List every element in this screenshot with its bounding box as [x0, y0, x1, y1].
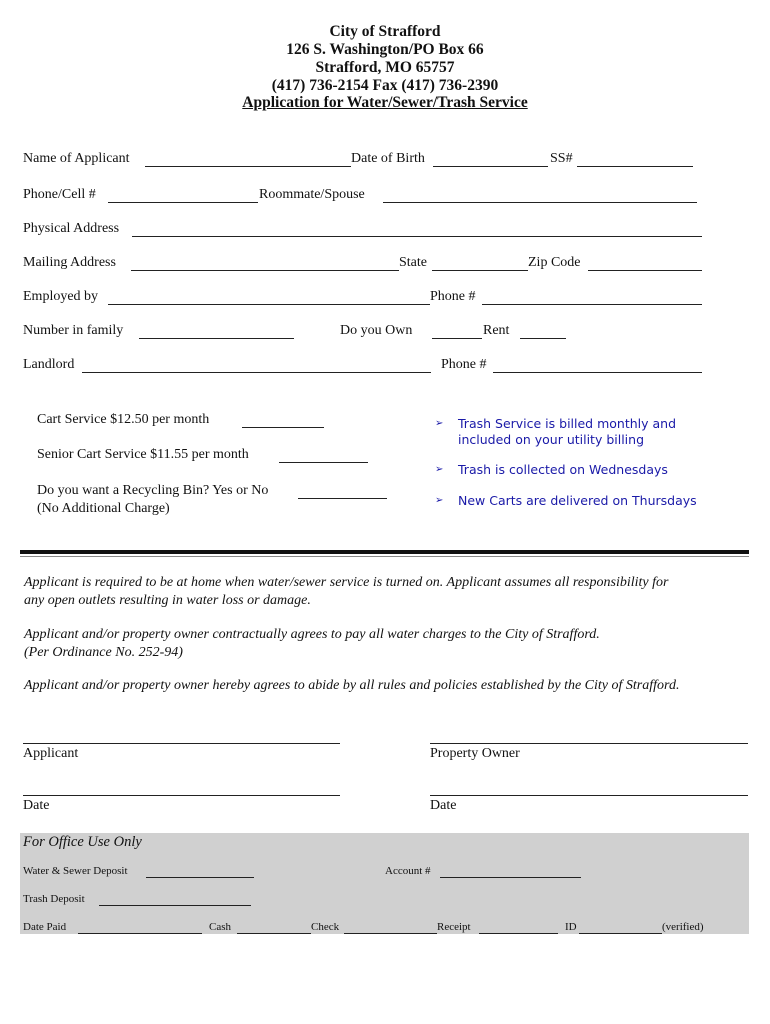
- label-landlord-phone: Phone #: [441, 357, 487, 372]
- statement-line: Applicant and/or property owner contractually agrees to pay all water charges to the City of Strafford.: [24, 627, 600, 642]
- label-roommate-spouse: Roommate/Spouse: [259, 187, 365, 202]
- field-own[interactable]: [432, 338, 482, 339]
- statement-rules-policies: Applicant and/or property owner hereby agrees to abide by all rules and policies established by the City of Strafford.: [24, 678, 680, 693]
- label-date-paid: Date Paid: [23, 921, 67, 933]
- field-recycling-bin[interactable]: [298, 498, 387, 499]
- label-cash: Cash: [209, 921, 231, 933]
- label-property-owner: Property Owner: [430, 746, 520, 761]
- label-physical-address: Physical Address: [23, 221, 120, 236]
- label-number-in-family: Number in family: [23, 323, 124, 338]
- label-owner-date: Date: [430, 798, 457, 813]
- arrow-bullet-icon: ➢: [435, 464, 444, 475]
- label-trash-deposit: Trash Deposit: [23, 893, 85, 905]
- field-employed-by[interactable]: [108, 304, 430, 305]
- field-cart-service[interactable]: [242, 427, 324, 428]
- field-number-in-family[interactable]: [139, 338, 294, 339]
- field-ss[interactable]: [577, 166, 693, 167]
- label-verified: (verified): [662, 921, 704, 933]
- label-account: Account #: [385, 865, 431, 877]
- field-senior-cart-service[interactable]: [279, 462, 368, 463]
- label-ss: SS#: [550, 151, 573, 166]
- field-trash-deposit[interactable]: [99, 905, 251, 906]
- office-use-title: For Office Use Only: [23, 834, 142, 850]
- applicant-date-line[interactable]: [23, 795, 340, 796]
- label-mailing-address: Mailing Address: [23, 255, 116, 270]
- note-trash-collection: Trash is collected on Wednesdays: [458, 462, 668, 477]
- city-name: City of Strafford: [329, 23, 441, 40]
- field-name-applicant[interactable]: [145, 166, 351, 167]
- field-account[interactable]: [440, 877, 581, 878]
- field-state[interactable]: [432, 270, 528, 271]
- label-rent: Rent: [483, 323, 510, 338]
- arrow-bullet-icon: ➢: [435, 495, 444, 506]
- label-name-applicant: Name of Applicant: [23, 151, 130, 166]
- field-employer-phone[interactable]: [482, 304, 702, 305]
- statement-line: Applicant is required to be at home when water/sewer service is turned on. Applicant assumes all responsibility for: [24, 575, 669, 590]
- label-senior-cart-service: Senior Cart Service $11.55 per month: [37, 447, 249, 462]
- field-physical-address[interactable]: [132, 236, 702, 237]
- field-water-sewer-deposit[interactable]: [146, 877, 254, 878]
- note-trash-billing-1: Trash Service is billed monthly and: [458, 416, 677, 431]
- label-zip-code: Zip Code: [528, 255, 581, 270]
- label-water-sewer-deposit: Water & Sewer Deposit: [23, 865, 128, 877]
- field-receipt[interactable]: [479, 933, 558, 934]
- label-landlord: Landlord: [23, 357, 75, 372]
- note-trash-billing-2: included on your utility billing: [458, 432, 645, 447]
- label-receipt: Receipt: [437, 921, 471, 933]
- city-state-zip: Strafford, MO 65757: [315, 59, 455, 76]
- field-mailing-address[interactable]: [131, 270, 399, 271]
- applicant-signature-line[interactable]: [23, 743, 340, 744]
- field-check[interactable]: [344, 933, 437, 934]
- label-own: Do you Own: [340, 323, 413, 338]
- form-title: Application for Water/Sewer/Trash Service: [242, 94, 528, 111]
- label-check: Check: [311, 921, 340, 933]
- field-cash[interactable]: [237, 933, 311, 934]
- field-id[interactable]: [579, 933, 662, 934]
- statement-water-charges: [24, 626, 754, 661]
- label-recycling-bin: Do you want a Recycling Bin? Yes or No: [37, 483, 269, 498]
- section-divider: [20, 550, 749, 554]
- city-phone-fax: (417) 736-2154 Fax (417) 736-2390: [271, 77, 499, 94]
- field-zip-code[interactable]: [588, 270, 702, 271]
- label-employer-phone: Phone #: [430, 289, 476, 304]
- property-owner-signature-line[interactable]: [430, 743, 748, 744]
- label-phone-cell: Phone/Cell #: [23, 187, 96, 202]
- label-date-of-birth: Date of Birth: [351, 151, 425, 166]
- label-state: State: [399, 255, 427, 270]
- field-rent[interactable]: [520, 338, 566, 339]
- label-employed-by: Employed by: [23, 289, 99, 304]
- label-no-additional-charge: (No Additional Charge): [37, 501, 170, 516]
- field-phone-cell[interactable]: [108, 202, 258, 203]
- note-new-carts: New Carts are delivered on Thursdays: [458, 493, 697, 508]
- field-landlord-phone[interactable]: [493, 372, 702, 373]
- section-divider-shadow: [20, 556, 749, 557]
- field-date-paid[interactable]: [78, 933, 202, 934]
- arrow-bullet-icon: ➢: [435, 418, 444, 429]
- field-date-of-birth[interactable]: [433, 166, 548, 167]
- label-applicant: Applicant: [23, 746, 79, 761]
- owner-date-line[interactable]: [430, 795, 748, 796]
- field-landlord[interactable]: [82, 372, 431, 373]
- label-cart-service: Cart Service $12.50 per month: [37, 412, 210, 427]
- field-roommate-spouse[interactable]: [383, 202, 697, 203]
- label-id: ID: [565, 921, 577, 933]
- label-applicant-date: Date: [23, 798, 50, 813]
- statement-home-required: [24, 574, 754, 609]
- statement-line: any open outlets resulting in water loss or damage.: [24, 592, 311, 608]
- city-address: 126 S. Washington/PO Box 66: [286, 41, 484, 58]
- statement-line: (Per Ordinance No. 252-94): [24, 644, 183, 660]
